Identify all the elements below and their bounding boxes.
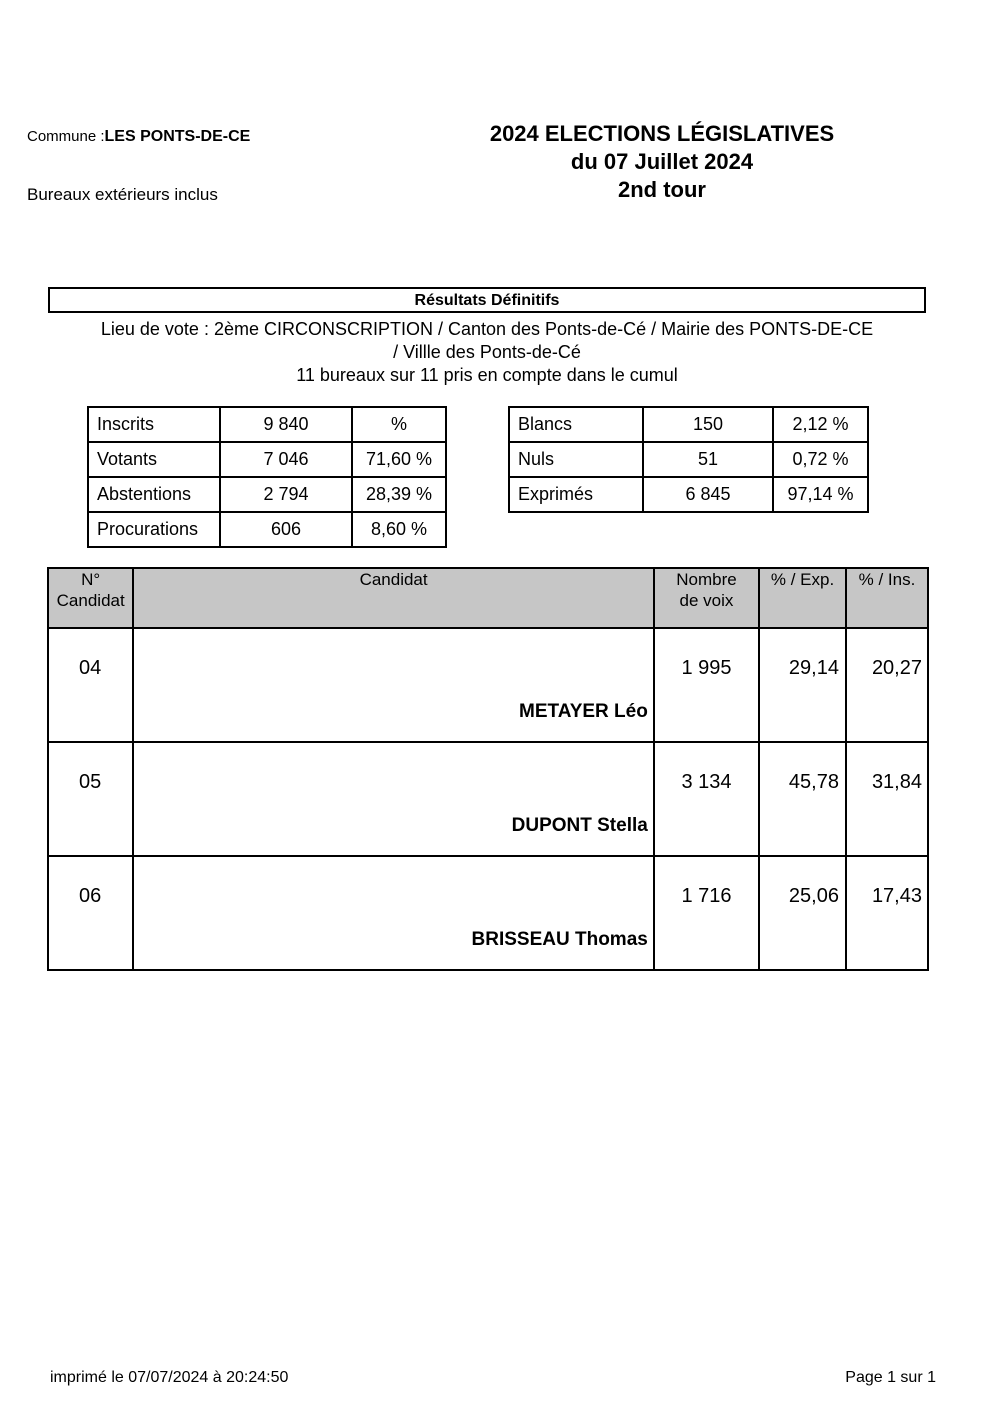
header-pct-ins: % / Ins. bbox=[846, 568, 928, 628]
stats-table-left bbox=[87, 406, 447, 548]
stat-label: Exprimés bbox=[509, 477, 643, 512]
stat-value: 2 794 bbox=[220, 477, 352, 512]
candidate-voix: 1 995 bbox=[654, 628, 759, 742]
stats-row bbox=[509, 407, 868, 442]
candidate-num: 05 bbox=[48, 742, 133, 856]
stat-value: 51 bbox=[643, 442, 773, 477]
stat-pct: 97,14 % bbox=[773, 477, 868, 512]
table-row bbox=[48, 628, 928, 742]
commune-label: Commune : bbox=[27, 128, 105, 145]
table-row bbox=[48, 742, 928, 856]
candidate-voix: 3 134 bbox=[654, 742, 759, 856]
header-candidat: Candidat bbox=[133, 568, 653, 628]
printed-timestamp: imprimé le 07/07/2024 à 20:24:50 bbox=[50, 1369, 289, 1386]
stat-label: Inscrits bbox=[88, 407, 220, 442]
header-voix-line-2: de voix bbox=[679, 591, 734, 610]
stat-label: Blancs bbox=[509, 407, 643, 442]
title-line-1: 2024 ELECTIONS LÉGISLATIVES bbox=[489, 121, 835, 146]
page-number: Page 1 sur 1 bbox=[845, 1369, 936, 1386]
lieu-line-2: / Villle des Ponts-de-Cé bbox=[393, 342, 581, 362]
bureaux-note: Bureaux extérieurs inclus bbox=[27, 185, 218, 204]
stat-label: Procurations bbox=[88, 512, 220, 547]
header-num-line-2: Candidat bbox=[56, 591, 125, 610]
stats-table-right bbox=[508, 406, 869, 513]
stats-row bbox=[88, 512, 446, 547]
stats-row bbox=[509, 477, 868, 512]
candidate-pct-ins: 31,84 bbox=[846, 742, 928, 856]
lieu-de-vote bbox=[48, 318, 926, 387]
stat-value: 6 845 bbox=[643, 477, 773, 512]
stat-pct: % bbox=[352, 407, 446, 442]
stat-value: 7 046 bbox=[220, 442, 352, 477]
candidate-pct-exp: 29,14 bbox=[759, 628, 846, 742]
stats-row bbox=[88, 477, 446, 512]
stat-value: 606 bbox=[220, 512, 352, 547]
header-num-line-1: N° bbox=[81, 570, 101, 589]
stats-row bbox=[88, 442, 446, 477]
candidate-name: METAYER Léo bbox=[133, 628, 653, 742]
lieu-line-3: 11 bureaux sur 11 pris en compte dans le cumul bbox=[296, 365, 678, 385]
stat-label: Votants bbox=[88, 442, 220, 477]
title-line-3: 2nd tour bbox=[618, 177, 706, 202]
candidate-name: DUPONT Stella bbox=[133, 742, 653, 856]
header-num bbox=[48, 568, 133, 628]
candidate-pct-exp: 45,78 bbox=[759, 742, 846, 856]
candidate-voix: 1 716 bbox=[654, 856, 759, 970]
lieu-line-1: Lieu de vote : 2ème CIRCONSCRIPTION / Canton des Ponts-de-Cé / Mairie des PONTS-DE-CE bbox=[100, 319, 874, 339]
header-voix bbox=[654, 568, 759, 628]
stat-pct: 0,72 % bbox=[773, 442, 868, 477]
stats-row bbox=[509, 442, 868, 477]
commune-name: LES PONTS-DE-CE bbox=[104, 128, 251, 145]
stat-value: 9 840 bbox=[220, 407, 352, 442]
candidate-pct-ins: 20,27 bbox=[846, 628, 928, 742]
candidates-header-row bbox=[48, 568, 928, 628]
candidate-name: BRISSEAU Thomas bbox=[133, 856, 653, 970]
stat-label: Nuls bbox=[509, 442, 643, 477]
page-title bbox=[430, 120, 894, 204]
candidate-num: 06 bbox=[48, 856, 133, 970]
commune-line bbox=[27, 128, 250, 146]
stat-pct: 2,12 % bbox=[773, 407, 868, 442]
table-row bbox=[48, 856, 928, 970]
stat-label: Abstentions bbox=[88, 477, 220, 512]
candidates-table bbox=[47, 567, 929, 971]
stat-pct: 71,60 % bbox=[352, 442, 446, 477]
header-pct-exp: % / Exp. bbox=[759, 568, 846, 628]
header-voix-line-1: Nombre bbox=[676, 570, 737, 589]
results-heading: Résultats Définitifs bbox=[48, 287, 926, 313]
stat-value: 150 bbox=[643, 407, 773, 442]
stats-row bbox=[88, 407, 446, 442]
candidate-num: 04 bbox=[48, 628, 133, 742]
stat-pct: 28,39 % bbox=[352, 477, 446, 512]
candidate-pct-ins: 17,43 bbox=[846, 856, 928, 970]
title-line-2: du 07 Juillet 2024 bbox=[570, 149, 754, 174]
candidate-pct-exp: 25,06 bbox=[759, 856, 846, 970]
stat-pct: 8,60 % bbox=[352, 512, 446, 547]
